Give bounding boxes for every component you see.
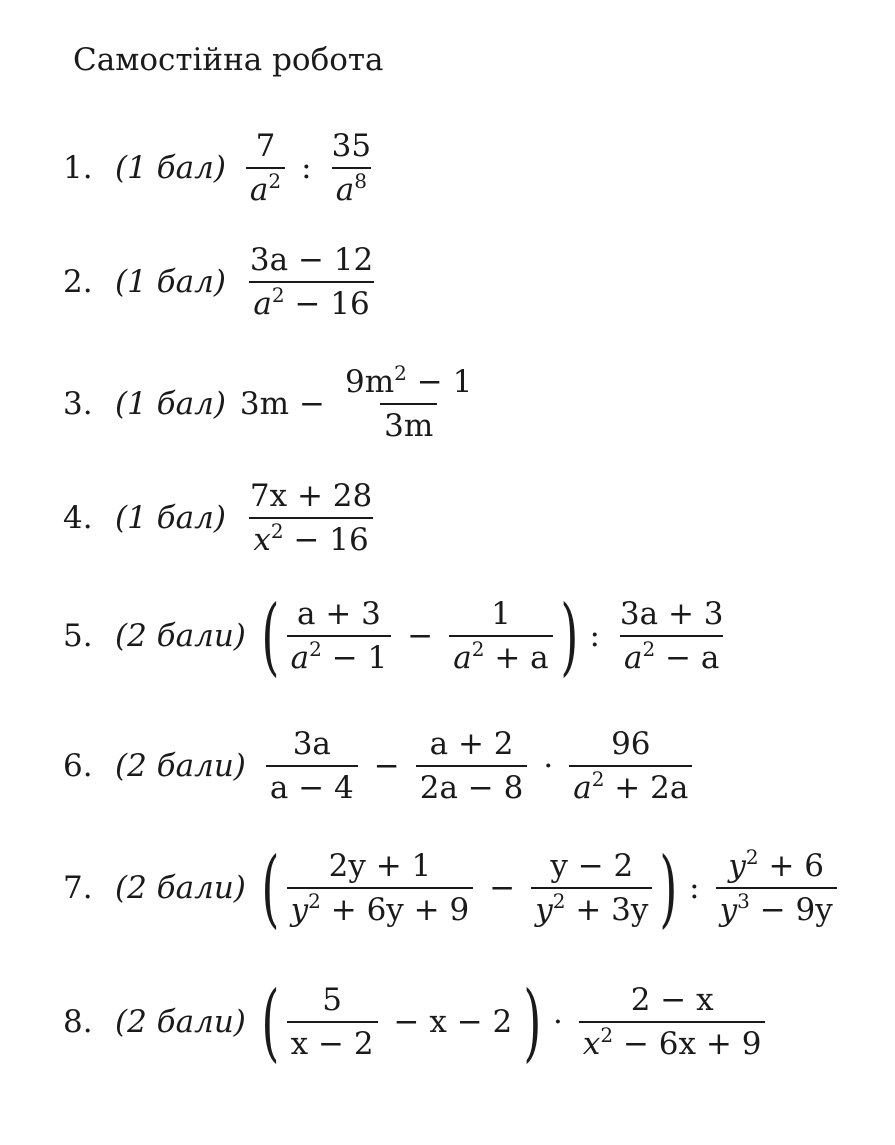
fraction xyxy=(416,726,528,806)
numerator: $9m^2 - 1$ xyxy=(345,361,473,400)
denominator: $y^2 + 3y$ xyxy=(531,887,652,928)
problem-number: 6. xyxy=(63,748,93,784)
left-paren: ( xyxy=(261,973,280,1071)
fraction xyxy=(287,596,392,676)
problem-points: (1 бал) xyxy=(115,500,226,536)
denominator: $a^8$ xyxy=(332,167,371,208)
fraction xyxy=(716,845,837,928)
denominator: x − 2 xyxy=(287,1021,378,1062)
problem-points: (2 бали) xyxy=(115,618,246,654)
fraction xyxy=(328,128,375,208)
problem-number: 8. xyxy=(63,1004,93,1040)
term: − x − 2 xyxy=(393,1004,513,1040)
problem-8 xyxy=(63,973,771,1071)
fraction xyxy=(341,361,476,444)
operator: − xyxy=(373,748,400,784)
denominator: $a^2 + 2a$ xyxy=(569,765,692,806)
operator: : xyxy=(589,618,600,654)
numerator: 35 xyxy=(331,128,372,164)
denominator: $x^2 - 16$ xyxy=(249,517,372,558)
fraction xyxy=(246,478,376,558)
problem-number: 5. xyxy=(63,618,93,654)
problem-number: 1. xyxy=(63,150,93,186)
denominator: $a^2 - 1$ xyxy=(287,635,392,676)
problem-4 xyxy=(63,478,382,558)
problem-number: 4. xyxy=(63,500,93,536)
numerator: 1 xyxy=(491,596,511,632)
page-title: Самостійна робота xyxy=(73,42,384,78)
fraction xyxy=(246,242,377,322)
operator: : xyxy=(689,870,700,906)
numerator: a + 3 xyxy=(297,596,381,632)
left-paren: ( xyxy=(261,839,280,937)
fraction xyxy=(287,848,474,928)
operator: − xyxy=(489,870,516,906)
problem-number: 3. xyxy=(63,386,93,422)
denominator: $a^2 - 16$ xyxy=(249,281,373,322)
fraction xyxy=(616,596,728,676)
numerator: 5 xyxy=(322,982,342,1018)
problem-points: (2 бали) xyxy=(115,1004,246,1040)
denominator: $x^2 - 6x + 9$ xyxy=(579,1021,766,1062)
problem-6 xyxy=(63,726,698,806)
right-paren: ) xyxy=(523,973,542,1071)
operator: · xyxy=(543,748,554,784)
denominator: $a^2 + a$ xyxy=(449,635,552,676)
numerator: y − 2 xyxy=(550,848,634,884)
fraction xyxy=(266,726,358,806)
problem-points: (1 бал) xyxy=(115,150,226,186)
fraction xyxy=(531,848,652,928)
numerator: 2 − x xyxy=(630,982,714,1018)
denominator: a − 4 xyxy=(266,765,358,806)
fraction xyxy=(287,982,378,1062)
right-paren: ) xyxy=(560,587,579,685)
problem-points: (2 бали) xyxy=(115,870,246,906)
problem-number: 7. xyxy=(63,870,93,906)
left-paren: ( xyxy=(261,587,280,685)
fraction xyxy=(569,726,692,806)
numerator: 96 xyxy=(611,726,651,762)
term: 3m xyxy=(239,386,290,422)
operator: · xyxy=(553,1004,563,1040)
operator: − xyxy=(407,618,434,654)
numerator: 3a xyxy=(292,726,331,762)
numerator: 3a + 3 xyxy=(619,596,724,632)
numerator: 3a − 12 xyxy=(249,242,374,278)
problem-1 xyxy=(63,128,381,208)
fraction xyxy=(246,128,285,208)
denominator: $a^2 - a$ xyxy=(620,635,723,676)
numerator: $y^2 + 6$ xyxy=(728,845,825,884)
problem-3 xyxy=(63,361,482,444)
numerator: 7x + 28 xyxy=(249,478,373,514)
numerator: 7 xyxy=(255,128,276,164)
numerator: 2y + 1 xyxy=(328,848,432,884)
problem-5 xyxy=(63,587,734,685)
operator: : xyxy=(301,150,312,186)
problem-points: (1 бал) xyxy=(115,264,226,300)
fraction xyxy=(449,596,552,676)
fraction xyxy=(579,982,766,1062)
problem-7 xyxy=(63,839,843,937)
right-paren: ) xyxy=(659,839,678,937)
denominator: $a^2$ xyxy=(246,167,285,208)
denominator: $y^3 - 9y$ xyxy=(716,887,837,928)
denominator: 2a − 8 xyxy=(416,765,528,806)
problem-number: 2. xyxy=(63,264,93,300)
operator: − xyxy=(299,386,326,422)
problem-2 xyxy=(63,242,383,322)
problem-points: (1 бал) xyxy=(115,386,226,422)
problem-points: (2 бали) xyxy=(115,748,246,784)
numerator: a + 2 xyxy=(429,726,514,762)
denominator: $y^2 + 6y + 9$ xyxy=(287,887,474,928)
denominator: 3m xyxy=(380,403,437,444)
